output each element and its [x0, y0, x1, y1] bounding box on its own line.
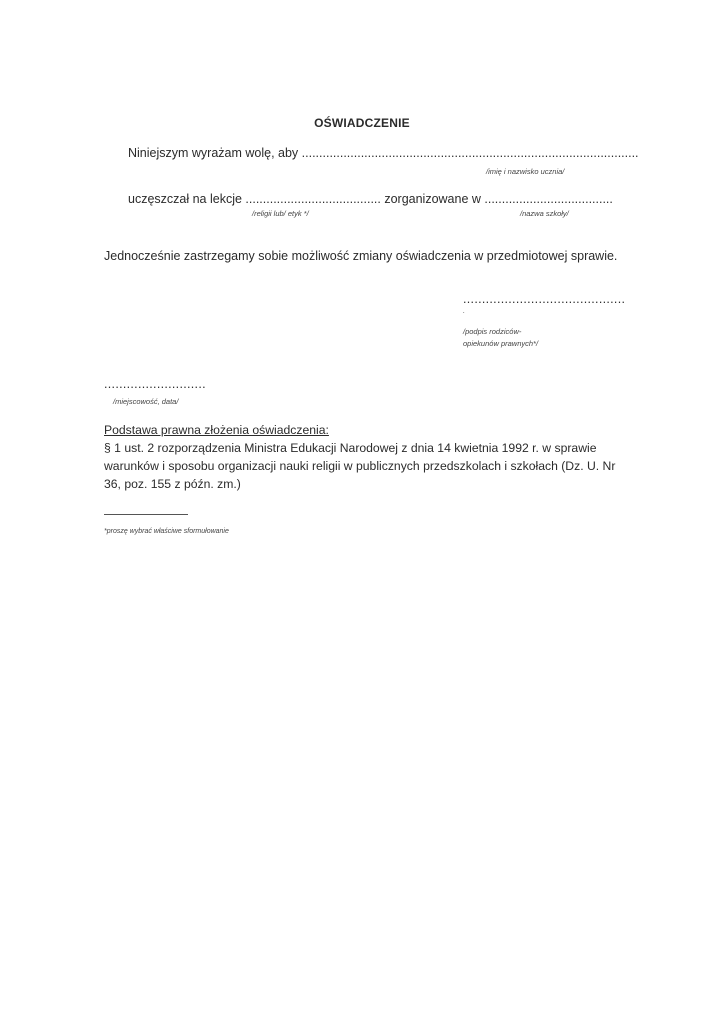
- signature-line: ...........................................: [463, 292, 626, 306]
- legal-basis-text: § 1 ust. 2 rozporządzenia Ministra Edukacji Narodowej z dnia 14 kwietnia 1992 r. w sprawie warunków i sposobu organizacji nauki religii w publicznych przedszkolach i szkołach (Dz. U. Nr 36, poz. 155 z późn. zm.): [104, 441, 616, 491]
- document-title: OŚWIADCZENIE: [314, 116, 410, 130]
- place-date-line: ...........................: [104, 377, 206, 391]
- lesson-school-line: uczęszczał na lekcje ....................................... zorganizowane w .....................................: [128, 192, 613, 206]
- subject-caption: /religii lub/ etyk */: [252, 209, 309, 218]
- reservation-paragraph: Jednocześnie zastrzegamy sobie możliwość zmiany oświadczenia w przedmiotowej sprawie.: [104, 249, 618, 263]
- signature-extra-dot: .: [463, 306, 466, 315]
- footnote: *proszę wybrać właściwe sformułowanie: [104, 528, 229, 535]
- place-date-caption: /miejscowość, data/: [113, 397, 179, 406]
- legal-basis-heading: Podstawa prawna złożenia oświadczenia:: [104, 423, 329, 437]
- signature-caption: /podpis rodziców-opiekunów prawnych*/: [463, 327, 539, 348]
- footnote-separator: [104, 514, 188, 515]
- school-name-caption: /nazwa szkoły/: [520, 209, 569, 218]
- student-name-line: Niniejszym wyrażam wolę, aby .................................................................................................: [128, 146, 639, 160]
- student-name-caption: /imię i nazwisko ucznia/: [486, 167, 565, 176]
